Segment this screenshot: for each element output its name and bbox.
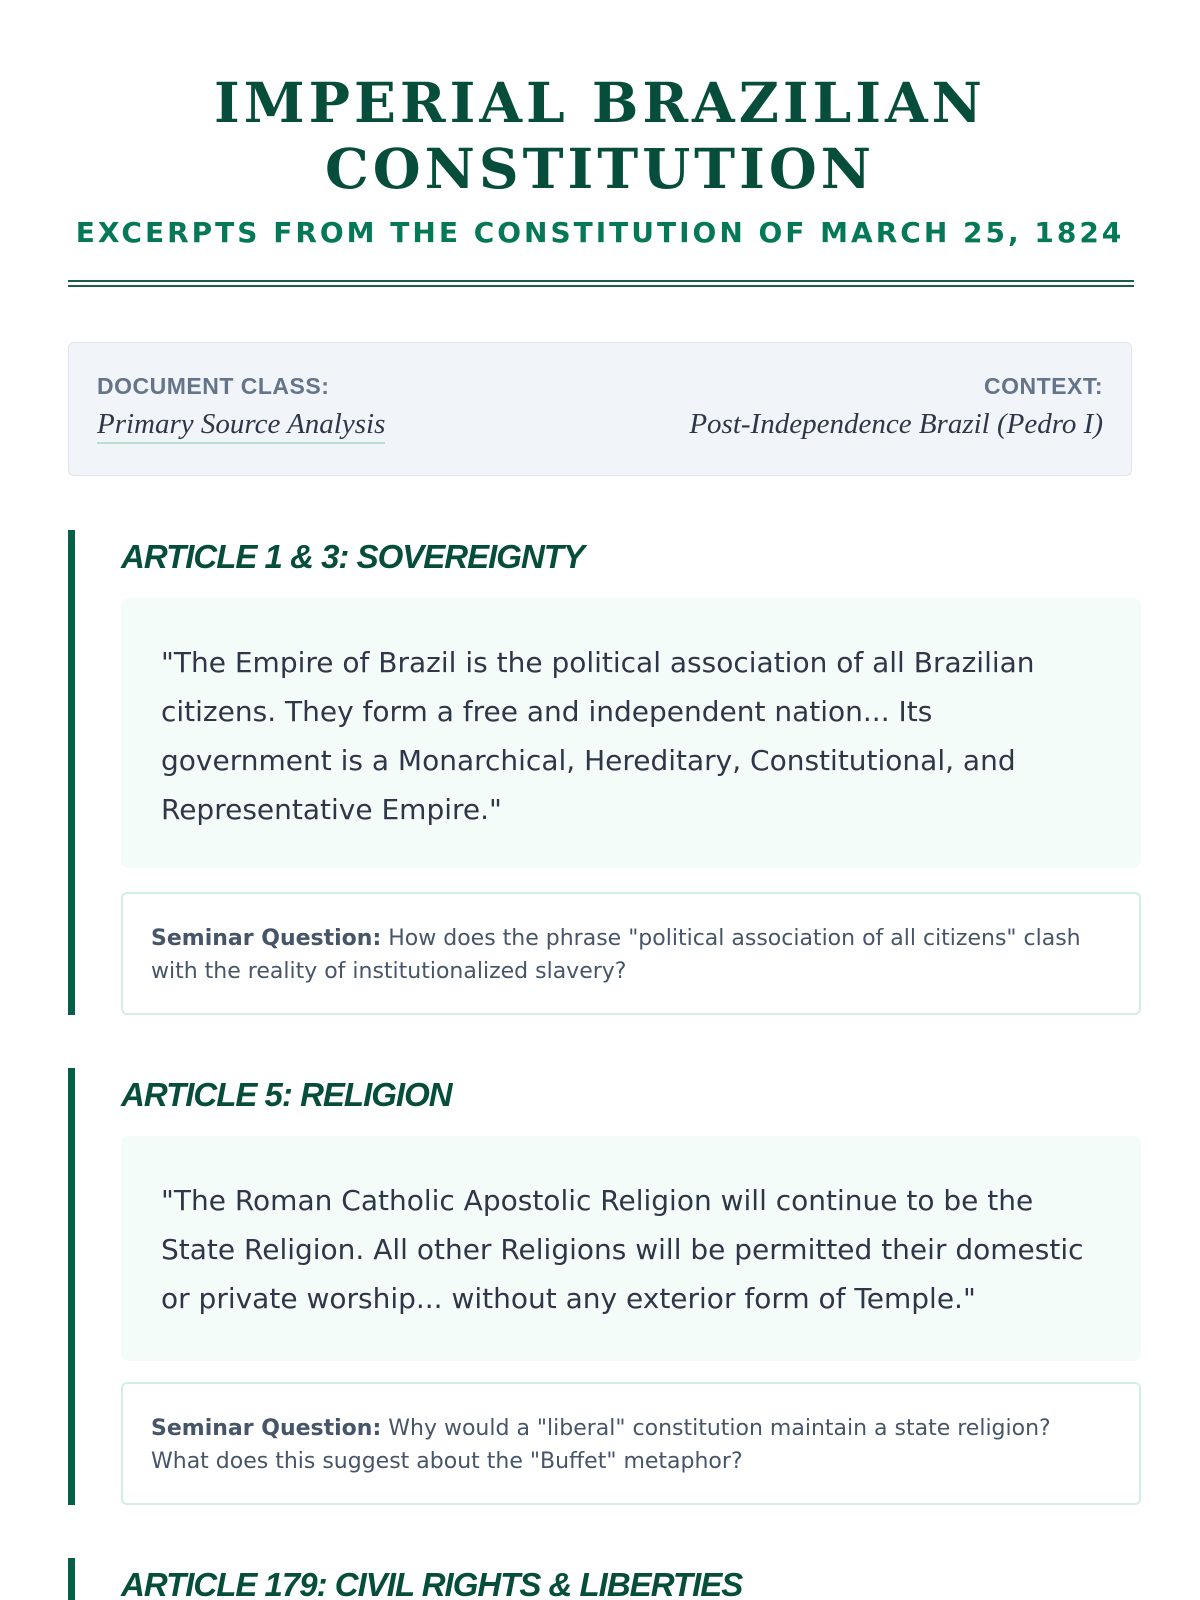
seminar-question-text: Why would a "liberal" constitution maintain a state religion? What does this suggest about the "Buffet" metaphor? [151, 1416, 1051, 1474]
seminar-question-label: Seminar Question: [151, 1416, 382, 1441]
article-quote: "The Roman Catholic Apostolic Religion will continue to be the State Religion. All other Religions will be permitted their domestic or private worship... without any exterior form of Temple." [121, 1136, 1141, 1361]
seminar-question-label: Seminar Question: [151, 926, 382, 951]
seminar-question-text: How does the phrase "political association of all citizens" clash with the reality of institutionalized slavery? [151, 926, 1081, 984]
page-subtitle: EXCERPTS FROM THE CONSTITUTION OF MARCH 25, 1824 [75, 216, 1125, 249]
article-title: ARTICLE 5: RELIGION [121, 1076, 452, 1113]
header-divider [68, 280, 1134, 287]
article-quote: "The Empire of Brazil is the political association of all Brazilian citizens. They form a free and independent nation... Its government is a Monarchical, Hereditary, Constitutional, and Representative Empire." [121, 598, 1141, 868]
document-class-block [97, 373, 385, 444]
context-label: CONTEXT: [984, 373, 1103, 399]
article-section-sovereignty [68, 530, 1134, 1015]
article-title: ARTICLE 1 & 3: SOVEREIGNTY [121, 538, 584, 575]
seminar-question-box [121, 892, 1141, 1015]
article-section-civil-rights [68, 1558, 1134, 1600]
context-block [689, 373, 1103, 441]
article-section-religion [68, 1068, 1134, 1505]
document-class-label: DOCUMENT CLASS: [97, 373, 330, 399]
document-class-value[interactable]: Primary Source Analysis [97, 408, 385, 444]
document-header [0, 0, 1200, 249]
article-title: ARTICLE 179: CIVIL RIGHTS & LIBERTIES [121, 1566, 743, 1600]
seminar-question-box [121, 1382, 1141, 1505]
context-value: Post-Independence Brazil (Pedro I) [689, 408, 1103, 440]
page-title: IMPERIAL BRAZILIAN CONSTITUTION [214, 70, 986, 201]
document-meta-box [68, 342, 1132, 476]
